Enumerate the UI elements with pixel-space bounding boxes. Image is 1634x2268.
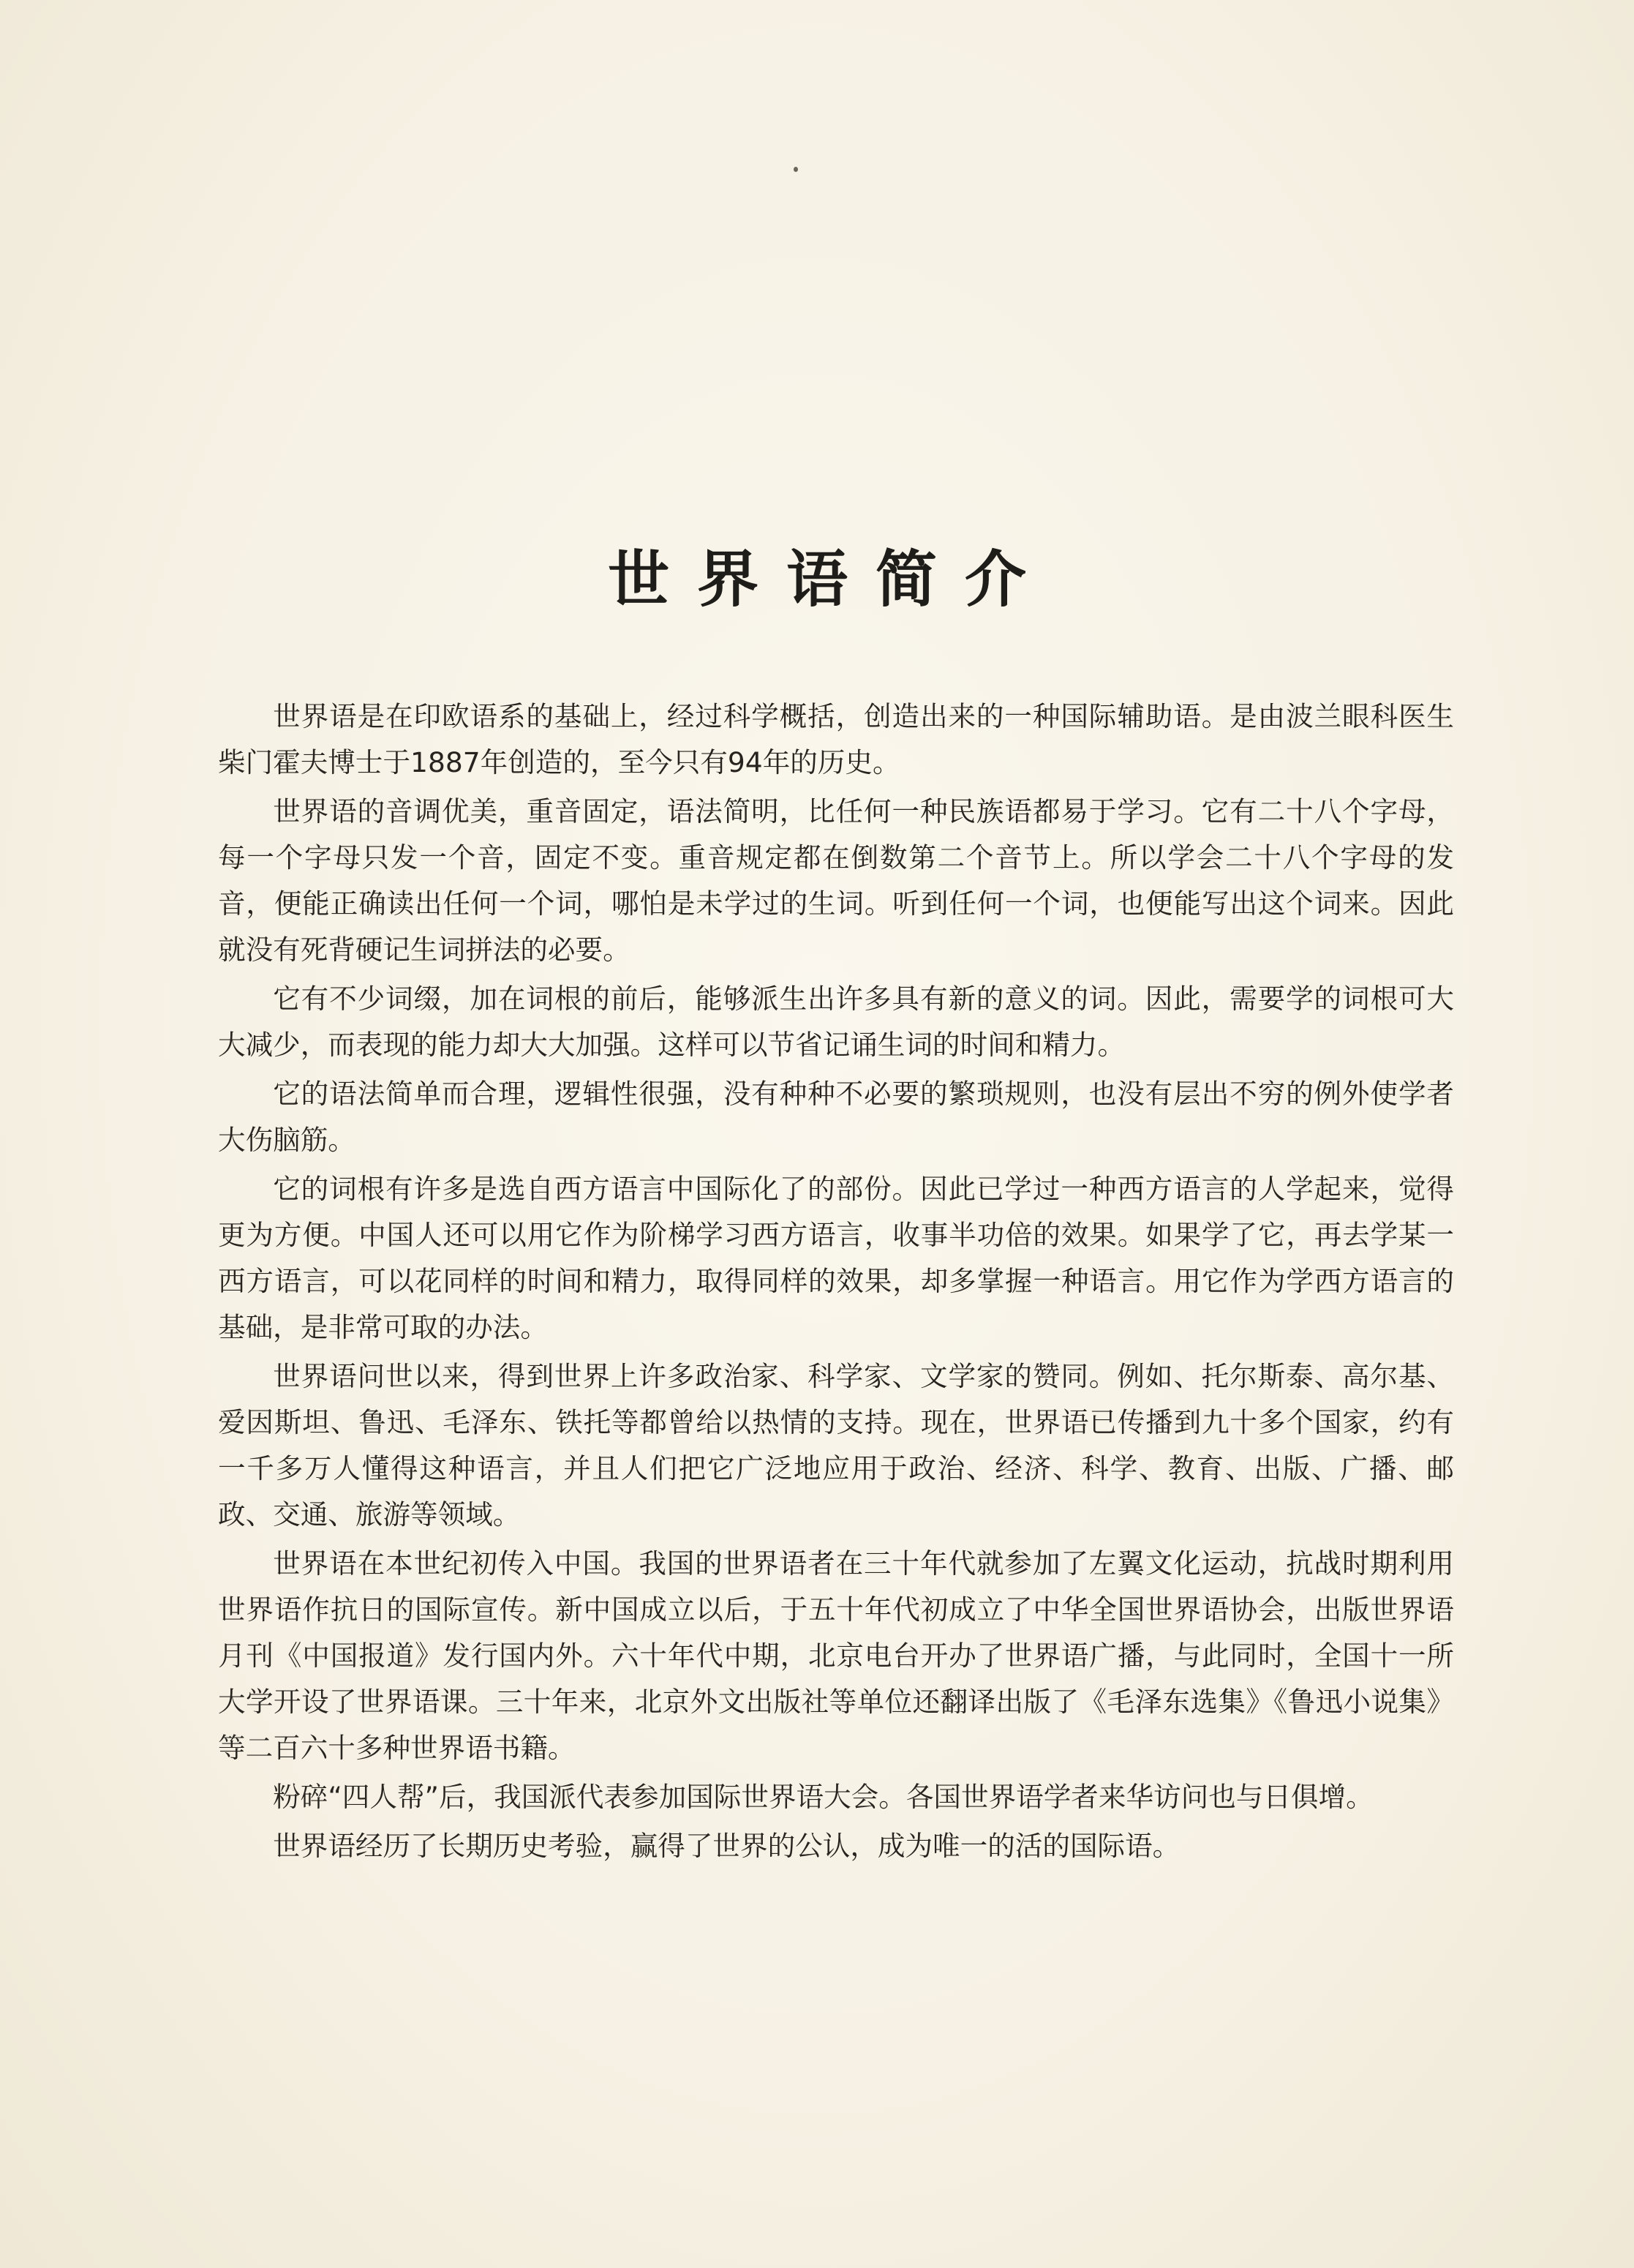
paragraph-china-history: 世界语在本世纪初传入中国。我国的世界语者在三十年代就参加了左翼文化运动，抗战时期利用世界语作抗日的国际宣传。新中国成立以后，于五十年代初成立了中华全国世界语协会，出版世界语月刊《中国报道》发行国内外。六十年代中期，北京电台开办了世界语广播，与此同时，全国十一所大学开设了世界语课。三十年来，北京外文出版社等单位还翻译出版了《毛泽东选集》《鲁迅小说集》等二百六十多种世界语书籍。 <box>218 1547 1454 1764</box>
document-body <box>218 694 1454 1869</box>
paper-speck <box>794 167 798 172</box>
paragraph-affixes: 它有不少词缀，加在词根的前后，能够派生出许多具有新的意义的词。因此，需要学的词根可大大减少，而表现的能力却大大加强。这样可以节省记诵生词的时间和精力。 <box>218 983 1454 1061</box>
paragraph-intro: 世界语是在印欧语系的基础上，经过科学概括，创造出来的一种国际辅助语。是由波兰眼科医生柴门霍夫博士于1887年创造的，至今只有94年的历史。 <box>218 700 1454 778</box>
paragraph-roots: 它的词根有许多是选自西方语言中国际化了的部份。因此已学过一种西方语言的人学起来，觉得更为方便。中国人还可以用它作为阶梯学习西方语言，收事半功倍的效果。如果学了它，再去学某一西方语言，可以花同样的时间和精力，取得同样的效果，却多掌握一种语言。用它作为学西方语言的基础，是非常可取的办法。 <box>218 1173 1454 1343</box>
paragraph-after-gang-of-four: 粉碎“四人帮”后，我国派代表参加国际世界语大会。各国世界语学者来华访问也与日俱增。 <box>273 1781 1374 1813</box>
paragraph-supporters: 世界语问世以来，得到世界上许多政治家、科学家、文学家的赞同。例如、托尔斯泰、高尔基、爱因斯坦、鲁迅、毛泽东、铁托等都曾给以热情的支持。现在，世界语已传播到九十多个国家，约有一千多万人懂得这种语言，并且人们把它广泛地应用于政治、经济、科学、教育、出版、广播、邮政、交通、旅游等领域。 <box>218 1360 1454 1531</box>
paragraph-conclusion: 世界语经历了长期历史考验，赢得了世界的公认，成为唯一的活的国际语。 <box>273 1830 1181 1862</box>
document-title: 世界语简介 <box>607 543 1054 615</box>
paragraph-phonetics: 世界语的音调优美，重音固定，语法简明，比任何一种民族语都易于学习。它有二十八个字母，每一个字母只发一个音，固定不变。重音规定都在倒数第二个音节上。所以学会二十八个字母的发音，便能正确读出任何一个词，哪怕是未学过的生词。听到任何一个词，也便能写出这个词来。因此就没有死背硬记生词拼法的必要。 <box>218 795 1454 966</box>
paragraph-grammar: 它的语法简单而合理，逻辑性很强，没有种种不必要的繁琐规则，也没有层出不穷的例外使学者大伤脑筋。 <box>218 1078 1454 1156</box>
